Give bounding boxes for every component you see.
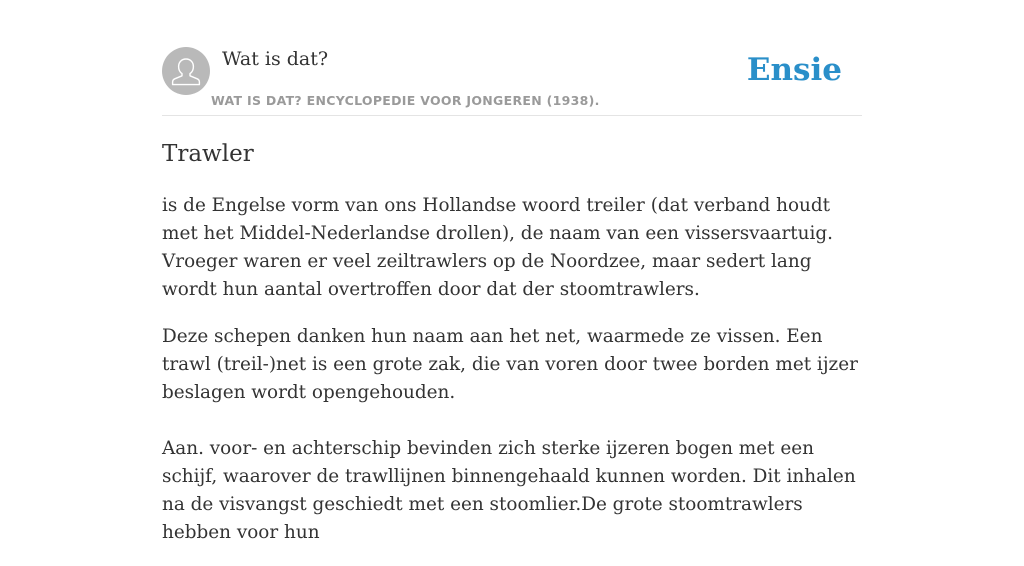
entry-body <box>162 192 862 566</box>
source-title[interactable]: Wat is dat? <box>222 48 329 70</box>
source-subtitle[interactable]: WAT IS DAT? ENCYCLOPEDIE VOOR JONGEREN (1938). <box>211 93 600 108</box>
entry-page <box>162 0 862 543</box>
entry-paragraph-2: Deze schepen danken hun naam aan het net, waarmede ze vissen. Een trawl (treil-)net is een grote zak, die van voren door twee borden met ijzer beslagen wordt opengehouden. <box>162 326 858 403</box>
ensie-logo[interactable]: Ensie <box>746 52 842 88</box>
entry-title: Trawler <box>162 141 254 167</box>
user-silhouette-icon <box>162 47 210 95</box>
entry-paragraph-3: Aan. voor- en achterschip bevinden zich sterke ijzeren bogen met een schijf, waarover de trawllijnen binnengehaald kunnen worden. Dit inhalen na de visvangst geschiedt met een stoomlier.De grote stoomtrawlers hebben voor hun <box>162 438 856 543</box>
entry-paragraph-1: is de Engelse vorm van ons Hollandse woord treiler (dat verband houdt met het Middel-Nederlandse drollen), de naam van een vissersvaartuig. Vroeger waren er veel zeiltrawlers op de Noordzee, maar sedert lang wordt hun aantal overtroffen door dat der stoomtrawlers. <box>162 195 833 300</box>
source-avatar[interactable] <box>162 47 210 95</box>
source-header <box>162 0 862 116</box>
